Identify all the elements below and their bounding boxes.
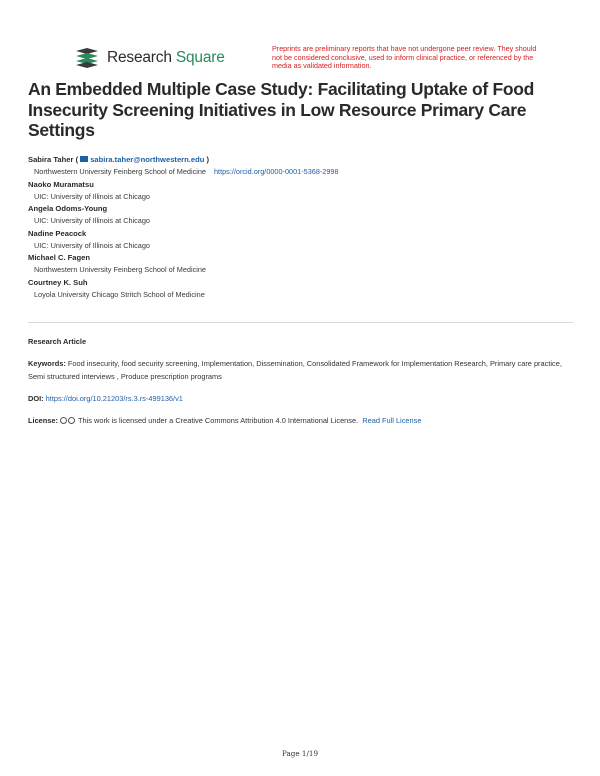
license-section bbox=[28, 415, 573, 428]
article-type bbox=[28, 336, 573, 349]
license-text: This work is licensed under a Creative Commons Attribution 4.0 International License. bbox=[77, 416, 359, 425]
author-affiliation: UIC: University of Illinois at Chicago bbox=[34, 191, 150, 201]
author-list bbox=[28, 154, 573, 301]
preprint-disclaimer: Preprints are preliminary reports that have not undergone peer review. They should not be considered conclusive, used to inform clinical practice, or referenced by the media as validated information. bbox=[272, 44, 537, 71]
author-entry bbox=[28, 154, 573, 178]
paper-title: An Embedded Multiple Case Study: Facilitating Uptake of Food Insecurity Screening Initiatives in Low Resource Primary Care Settings bbox=[28, 79, 535, 140]
attribution-icon bbox=[68, 417, 75, 424]
logo-word-research: Research bbox=[107, 49, 172, 66]
author-affiliation: UIC: University of Illinois at Chicago bbox=[34, 240, 150, 250]
author-affiliation: Northwestern University Feinberg School of Medicine bbox=[34, 265, 206, 274]
affiliation-text: Northwestern University Feinberg School of Medicine bbox=[34, 167, 206, 176]
author-entry bbox=[28, 228, 573, 252]
author-name-text: Sabira Taher bbox=[28, 155, 74, 164]
doi-section bbox=[28, 393, 573, 406]
author-affiliation bbox=[28, 166, 573, 178]
article-type-label: Research Article bbox=[28, 337, 87, 346]
research-square-logo[interactable] bbox=[74, 48, 225, 68]
author-name: Michael C. Fagen bbox=[28, 253, 91, 262]
author-name: Nadine Peacock bbox=[28, 228, 87, 238]
doi-link[interactable]: https://doi.org/10.21203/rs.3.rs-499136/v1 bbox=[45, 394, 183, 403]
creative-commons-icon bbox=[60, 417, 67, 424]
page-number: Page 1/19 bbox=[281, 749, 319, 758]
author-entry bbox=[28, 277, 573, 301]
author-name: Angela Odoms-Young bbox=[28, 204, 108, 213]
keywords-label: Keywords: bbox=[28, 359, 66, 368]
author-entry bbox=[28, 252, 573, 276]
research-square-logo-icon bbox=[74, 48, 100, 68]
author-affiliation: UIC: University of Illinois at Chicago bbox=[34, 216, 150, 225]
keywords-section bbox=[28, 358, 573, 383]
orcid-link[interactable]: https://orcid.org/0000-0001-5368-2998 bbox=[214, 167, 339, 176]
license-label: License: bbox=[28, 416, 58, 425]
logo-wordmark bbox=[107, 49, 225, 67]
envelope-icon bbox=[80, 156, 88, 162]
logo-word-square: Square bbox=[175, 49, 225, 66]
author-name: Courtney K. Suh bbox=[28, 277, 88, 287]
author-affiliation: Loyola University Chicago Stritch School of Medicine bbox=[34, 289, 205, 299]
author-email-link[interactable]: sabira.taher@northwestern.edu bbox=[90, 155, 205, 164]
doi-label: DOI: bbox=[28, 394, 44, 403]
author-entry bbox=[28, 179, 573, 203]
author-name: Naoko Muramatsu bbox=[28, 179, 94, 189]
section-divider bbox=[28, 322, 573, 323]
read-full-license-link[interactable]: Read Full License bbox=[362, 416, 422, 425]
author-entry bbox=[28, 203, 573, 227]
author-name: Sabira Taher ( sabira.taher@northwestern.edu ) bbox=[28, 155, 210, 164]
keywords-text: Food insecurity, food security screening, Implementation, Dissemination, Consolidated Framework for Implementation Research, Primary care practice, Semi structured interviews , Produce prescription programs bbox=[28, 359, 562, 381]
